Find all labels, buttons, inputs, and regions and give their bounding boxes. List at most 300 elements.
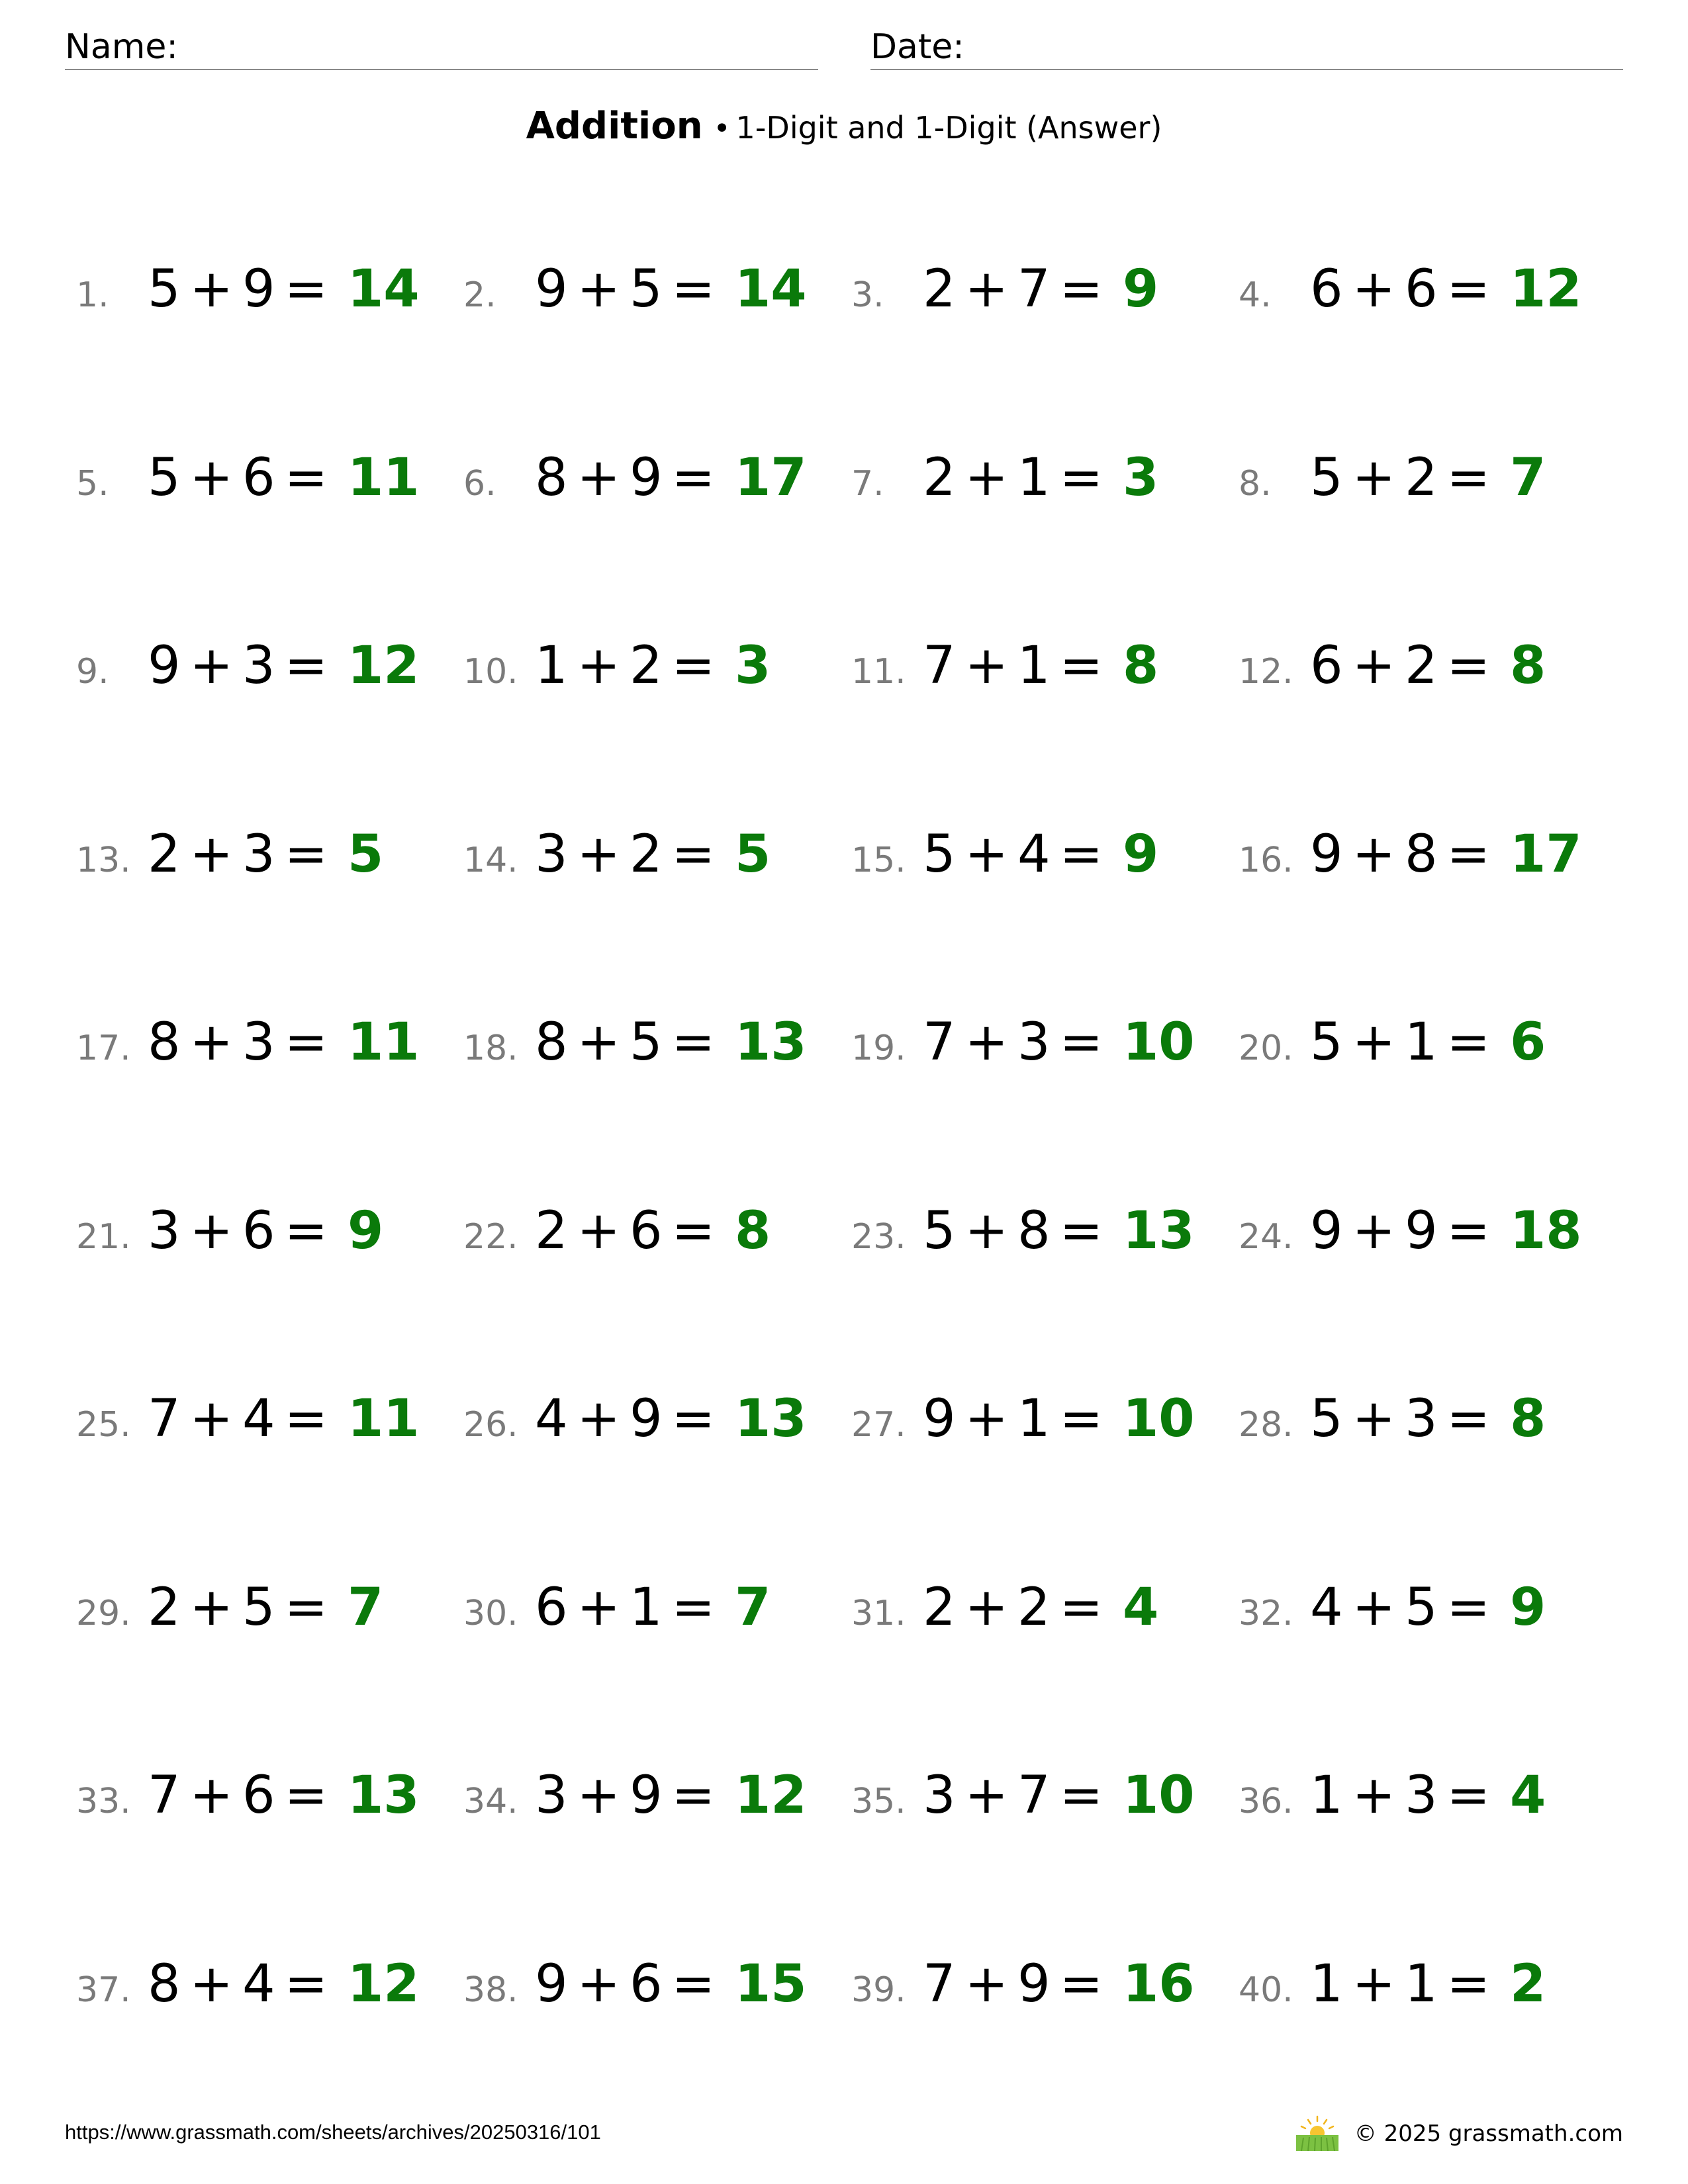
addend-b: 1 xyxy=(630,1577,663,1637)
equals-sign: = xyxy=(284,1201,328,1261)
equals-sign: = xyxy=(671,1201,715,1261)
problem-item xyxy=(851,1954,1195,2021)
plus-sign: + xyxy=(1352,1201,1395,1261)
addend-a: 5 xyxy=(1310,1013,1343,1072)
addend-b: 3 xyxy=(242,1013,275,1072)
addend-b: 7 xyxy=(1017,259,1051,319)
problem-number: 13. xyxy=(76,840,131,880)
plus-sign: + xyxy=(1352,1389,1395,1449)
addend-a: 4 xyxy=(1310,1577,1343,1637)
answer: 9 xyxy=(1510,1577,1546,1637)
plus-sign: + xyxy=(1352,259,1395,319)
answer: 18 xyxy=(1510,1201,1582,1261)
problem-number: 19. xyxy=(851,1028,906,1068)
problem-expression xyxy=(1310,1013,1499,1072)
addend-b: 6 xyxy=(242,1201,275,1261)
problem-item xyxy=(1239,1766,1546,1832)
problem-item xyxy=(851,1766,1195,1832)
problem-number: 7. xyxy=(851,463,884,504)
answer: 16 xyxy=(1123,1954,1195,2014)
equals-sign: = xyxy=(1446,636,1490,696)
equals-sign: = xyxy=(1446,259,1490,319)
addend-b: 1 xyxy=(1017,1389,1051,1449)
problem-expression xyxy=(1310,1201,1499,1261)
problem-expression xyxy=(923,1766,1112,1825)
problem-item xyxy=(1239,448,1546,514)
equals-sign: = xyxy=(284,1013,328,1072)
plus-sign: + xyxy=(189,1013,233,1072)
addend-b: 6 xyxy=(630,1954,663,2014)
addend-b: 3 xyxy=(242,636,275,696)
problem-item xyxy=(463,636,771,702)
problem-number: 10. xyxy=(463,652,518,692)
plus-sign: + xyxy=(964,824,1008,884)
addend-a: 5 xyxy=(1310,447,1343,508)
addend-a: 6 xyxy=(535,1577,568,1637)
addend-b: 5 xyxy=(1405,1577,1438,1637)
plus-sign: + xyxy=(189,636,233,696)
addend-a: 8 xyxy=(148,1013,181,1072)
equals-sign: = xyxy=(1059,1577,1103,1637)
answer: 12 xyxy=(735,1766,807,1825)
problem-item xyxy=(76,259,420,326)
problem-number: 9. xyxy=(76,652,109,692)
answer: 8 xyxy=(1510,636,1546,696)
addend-b: 4 xyxy=(242,1954,275,2014)
problem-item xyxy=(1239,1954,1546,2021)
problem-item xyxy=(76,1766,420,1832)
addend-b: 9 xyxy=(1405,1201,1438,1261)
plus-sign: + xyxy=(964,447,1008,508)
problem-item xyxy=(463,825,771,891)
plus-sign: + xyxy=(1352,636,1395,696)
problem-number: 8. xyxy=(1239,463,1272,504)
problem-number: 5. xyxy=(76,463,109,504)
problem-expression xyxy=(148,825,337,884)
problem-number: 32. xyxy=(1239,1593,1293,1633)
problem-expression xyxy=(923,1578,1112,1637)
addend-b: 4 xyxy=(242,1389,275,1449)
problem-expression xyxy=(923,1389,1112,1449)
footer-brand xyxy=(1293,2115,1623,2152)
addend-a: 7 xyxy=(923,1954,956,2014)
addend-b: 1 xyxy=(1017,447,1051,508)
answer: 17 xyxy=(1510,824,1582,884)
problem-number: 37. xyxy=(76,1970,131,2010)
problem-item xyxy=(1239,1201,1582,1267)
addend-a: 1 xyxy=(1310,1954,1343,2014)
addend-b: 6 xyxy=(242,447,275,508)
answer: 5 xyxy=(735,824,771,884)
answer: 17 xyxy=(735,447,807,508)
addend-a: 3 xyxy=(535,1766,568,1825)
problem-expression xyxy=(148,1766,337,1825)
answer: 12 xyxy=(1510,259,1582,319)
answer: 14 xyxy=(735,259,807,319)
equals-sign: = xyxy=(671,259,715,319)
plus-sign: + xyxy=(577,1577,620,1637)
addend-a: 4 xyxy=(535,1389,568,1449)
equals-sign: = xyxy=(284,1766,328,1825)
problem-expression xyxy=(148,1389,337,1449)
plus-sign: + xyxy=(577,636,620,696)
problem-item xyxy=(851,1389,1195,1455)
addend-a: 6 xyxy=(1310,636,1343,696)
answer: 9 xyxy=(348,1201,384,1261)
equals-sign: = xyxy=(671,1954,715,2014)
answer: 8 xyxy=(1123,636,1159,696)
equals-sign: = xyxy=(1059,1013,1103,1072)
plus-sign: + xyxy=(964,636,1008,696)
problem-expression xyxy=(1310,1766,1499,1825)
problem-item xyxy=(76,448,420,514)
answer: 10 xyxy=(1123,1013,1195,1072)
problem-expression xyxy=(1310,1578,1499,1637)
addend-a: 5 xyxy=(148,259,181,319)
plus-sign: + xyxy=(577,1766,620,1825)
plus-sign: + xyxy=(577,824,620,884)
problem-expression xyxy=(535,448,724,508)
addend-a: 9 xyxy=(923,1389,956,1449)
equals-sign: = xyxy=(1059,1201,1103,1261)
problem-number: 22. xyxy=(463,1216,518,1257)
problem-item xyxy=(851,825,1158,891)
problem-item xyxy=(76,636,420,702)
addend-b: 3 xyxy=(1017,1013,1051,1072)
addend-a: 7 xyxy=(148,1389,181,1449)
addend-a: 9 xyxy=(535,259,568,319)
equals-sign: = xyxy=(1446,1013,1490,1072)
answer: 5 xyxy=(348,824,384,884)
problem-number: 4. xyxy=(1239,275,1272,315)
answer: 13 xyxy=(735,1013,807,1072)
plus-sign: + xyxy=(577,447,620,508)
problem-item xyxy=(463,1201,771,1267)
problem-expression xyxy=(923,259,1112,319)
equals-sign: = xyxy=(284,824,328,884)
problem-number: 11. xyxy=(851,652,906,692)
plus-sign: + xyxy=(964,1389,1008,1449)
equals-sign: = xyxy=(671,1577,715,1637)
equals-sign: = xyxy=(671,1766,715,1825)
problem-expression xyxy=(923,636,1112,696)
equals-sign: = xyxy=(1059,259,1103,319)
answer: 12 xyxy=(348,1954,420,2014)
footer-url: https://www.grassmath.com/sheets/archives/20250316/101 xyxy=(65,2120,601,2144)
grass-sun-logo-icon xyxy=(1293,2115,1341,2152)
title-main: Addition xyxy=(526,105,703,148)
addend-b: 2 xyxy=(1405,447,1438,508)
addend-a: 8 xyxy=(148,1954,181,2014)
addend-b: 9 xyxy=(630,1766,663,1825)
problem-number: 18. xyxy=(463,1028,518,1068)
problem-item xyxy=(1239,1013,1546,1079)
equals-sign: = xyxy=(1446,824,1490,884)
problem-number: 27. xyxy=(851,1405,906,1445)
addend-a: 6 xyxy=(1310,259,1343,319)
equals-sign: = xyxy=(1059,1389,1103,1449)
answer: 3 xyxy=(735,636,771,696)
plus-sign: + xyxy=(189,1954,233,2014)
problem-number: 3. xyxy=(851,275,884,315)
problem-number: 16. xyxy=(1239,840,1293,880)
addend-a: 3 xyxy=(923,1766,956,1825)
problem-item xyxy=(1239,1389,1546,1455)
problem-item xyxy=(76,1389,420,1455)
problem-expression xyxy=(148,448,337,508)
plus-sign: + xyxy=(577,1013,620,1072)
addend-a: 3 xyxy=(148,1201,181,1261)
problem-number: 2. xyxy=(463,275,496,315)
plus-sign: + xyxy=(964,1766,1008,1825)
plus-sign: + xyxy=(1352,1766,1395,1825)
problem-item xyxy=(463,1013,807,1079)
answer: 11 xyxy=(348,1389,420,1449)
addend-b: 9 xyxy=(630,447,663,508)
answer: 4 xyxy=(1123,1577,1159,1637)
problem-expression xyxy=(535,1389,724,1449)
problem-item xyxy=(76,1013,420,1079)
problem-expression xyxy=(1310,636,1499,696)
problem-expression xyxy=(1310,448,1499,508)
problem-expression xyxy=(148,1013,337,1072)
problem-number: 20. xyxy=(1239,1028,1293,1068)
problem-number: 24. xyxy=(1239,1216,1293,1257)
equals-sign: = xyxy=(1446,1577,1490,1637)
plus-sign: + xyxy=(189,1577,233,1637)
equals-sign: = xyxy=(671,447,715,508)
addend-b: 2 xyxy=(1405,636,1438,696)
addend-a: 2 xyxy=(923,1577,956,1637)
addend-b: 2 xyxy=(630,824,663,884)
answer: 13 xyxy=(348,1766,420,1825)
problem-number: 28. xyxy=(1239,1405,1293,1445)
equals-sign: = xyxy=(1059,1766,1103,1825)
addend-b: 9 xyxy=(630,1389,663,1449)
problem-number: 23. xyxy=(851,1216,906,1257)
problem-number: 40. xyxy=(1239,1970,1293,2010)
plus-sign: + xyxy=(189,824,233,884)
addend-a: 2 xyxy=(535,1201,568,1261)
equals-sign: = xyxy=(284,636,328,696)
addend-a: 9 xyxy=(1310,824,1343,884)
problem-expression xyxy=(535,1578,724,1637)
answer: 12 xyxy=(348,636,420,696)
problem-number: 30. xyxy=(463,1593,518,1633)
equals-sign: = xyxy=(671,636,715,696)
problem-number: 36. xyxy=(1239,1782,1293,1821)
problem-expression xyxy=(1310,259,1499,319)
addend-b: 1 xyxy=(1405,1013,1438,1072)
problem-number: 35. xyxy=(851,1782,906,1821)
title-subtitle: 1-Digit and 1-Digit (Answer) xyxy=(735,110,1162,146)
answer: 7 xyxy=(735,1577,771,1637)
problem-expression xyxy=(148,259,337,319)
answer: 4 xyxy=(1510,1766,1546,1825)
answer: 8 xyxy=(1510,1389,1546,1449)
addend-a: 1 xyxy=(1310,1766,1343,1825)
problem-number: 26. xyxy=(463,1405,518,1445)
addend-b: 2 xyxy=(630,636,663,696)
addend-a: 5 xyxy=(1310,1389,1343,1449)
problem-expression xyxy=(148,1201,337,1261)
answer: 6 xyxy=(1510,1013,1546,1072)
problem-expression xyxy=(535,259,724,319)
equals-sign: = xyxy=(1446,1954,1490,2014)
plus-sign: + xyxy=(1352,447,1395,508)
problem-item xyxy=(851,448,1158,514)
plus-sign: + xyxy=(577,1201,620,1261)
problem-expression xyxy=(923,1013,1112,1072)
addend-b: 9 xyxy=(1017,1954,1051,2014)
problem-expression xyxy=(535,1013,724,1072)
addend-a: 3 xyxy=(535,824,568,884)
plus-sign: + xyxy=(577,1389,620,1449)
equals-sign: = xyxy=(1059,636,1103,696)
addend-b: 6 xyxy=(630,1201,663,1261)
problem-expression xyxy=(923,1201,1112,1261)
problem-item xyxy=(463,259,807,326)
addend-b: 3 xyxy=(1405,1766,1438,1825)
addend-b: 5 xyxy=(630,259,663,319)
equals-sign: = xyxy=(284,1954,328,2014)
problem-expression xyxy=(1310,1954,1499,2014)
addend-a: 8 xyxy=(535,447,568,508)
addend-b: 8 xyxy=(1405,824,1438,884)
problem-item xyxy=(851,636,1158,702)
equals-sign: = xyxy=(284,1389,328,1449)
plus-sign: + xyxy=(577,259,620,319)
plus-sign: + xyxy=(189,1766,233,1825)
answer: 13 xyxy=(1123,1201,1195,1261)
plus-sign: + xyxy=(1352,1954,1395,2014)
addend-a: 9 xyxy=(148,636,181,696)
problem-expression xyxy=(535,825,724,884)
plus-sign: + xyxy=(1352,1577,1395,1637)
problem-number: 1. xyxy=(76,275,109,315)
problem-item xyxy=(851,1201,1195,1267)
answer: 9 xyxy=(1123,259,1159,319)
problem-item xyxy=(463,1766,807,1832)
problem-number: 39. xyxy=(851,1970,906,2010)
equals-sign: = xyxy=(284,1577,328,1637)
addend-a: 9 xyxy=(1310,1201,1343,1261)
equals-sign: = xyxy=(671,1389,715,1449)
title-separator: • xyxy=(713,112,731,146)
copyright-text: © 2025 grassmath.com xyxy=(1354,2120,1623,2147)
answer: 15 xyxy=(735,1954,807,2014)
answer: 13 xyxy=(735,1389,807,1449)
equals-sign: = xyxy=(1446,447,1490,508)
addend-a: 1 xyxy=(535,636,568,696)
answer: 9 xyxy=(1123,824,1159,884)
problem-item xyxy=(1239,636,1546,702)
answer: 3 xyxy=(1123,447,1159,508)
plus-sign: + xyxy=(964,1201,1008,1261)
answer: 11 xyxy=(348,447,420,508)
problem-item xyxy=(463,1578,771,1644)
answer: 10 xyxy=(1123,1389,1195,1449)
problem-number: 17. xyxy=(76,1028,131,1068)
addend-a: 5 xyxy=(923,824,956,884)
problem-number: 29. xyxy=(76,1593,131,1633)
problem-number: 33. xyxy=(76,1782,131,1821)
addend-a: 2 xyxy=(148,824,181,884)
problem-expression xyxy=(148,1578,337,1637)
addend-b: 7 xyxy=(1017,1766,1051,1825)
addend-b: 6 xyxy=(1405,259,1438,319)
problem-item xyxy=(76,1578,383,1644)
addend-a: 2 xyxy=(923,259,956,319)
equals-sign: = xyxy=(1446,1766,1490,1825)
addend-b: 8 xyxy=(1017,1201,1051,1261)
problem-expression xyxy=(1310,1389,1499,1449)
problem-item xyxy=(1239,1578,1546,1644)
addend-a: 2 xyxy=(148,1577,181,1637)
plus-sign: + xyxy=(189,1389,233,1449)
addend-b: 3 xyxy=(1405,1389,1438,1449)
problem-item xyxy=(76,825,383,891)
problem-expression xyxy=(148,1954,337,2014)
problem-number: 21. xyxy=(76,1216,131,1257)
addend-b: 1 xyxy=(1405,1954,1438,2014)
addend-b: 5 xyxy=(242,1577,275,1637)
addend-b: 5 xyxy=(630,1013,663,1072)
plus-sign: + xyxy=(189,447,233,508)
problem-item xyxy=(1239,825,1582,891)
problem-item xyxy=(851,1013,1195,1079)
problem-item xyxy=(1239,259,1582,326)
date-label: Date: xyxy=(870,27,964,67)
addend-b: 4 xyxy=(1017,824,1051,884)
plus-sign: + xyxy=(577,1954,620,2014)
addend-a: 7 xyxy=(923,636,956,696)
answer: 10 xyxy=(1123,1766,1195,1825)
plus-sign: + xyxy=(964,1577,1008,1637)
problem-number: 15. xyxy=(851,840,906,880)
equals-sign: = xyxy=(1446,1389,1490,1449)
answer: 11 xyxy=(348,1013,420,1072)
equals-sign: = xyxy=(1446,1201,1490,1261)
plus-sign: + xyxy=(189,259,233,319)
problem-expression xyxy=(923,448,1112,508)
addend-b: 2 xyxy=(1017,1577,1051,1637)
addend-a: 2 xyxy=(923,447,956,508)
addend-a: 9 xyxy=(535,1954,568,2014)
problem-item xyxy=(851,259,1158,326)
problem-number: 6. xyxy=(463,463,496,504)
problem-expression xyxy=(535,1766,724,1825)
answer: 2 xyxy=(1510,1954,1546,2014)
plus-sign: + xyxy=(1352,1013,1395,1072)
equals-sign: = xyxy=(284,447,328,508)
answer: 8 xyxy=(735,1201,771,1261)
plus-sign: + xyxy=(964,1954,1008,2014)
addend-b: 1 xyxy=(1017,636,1051,696)
problem-number: 14. xyxy=(463,840,518,880)
addend-a: 5 xyxy=(148,447,181,508)
plus-sign: + xyxy=(964,259,1008,319)
problem-number: 12. xyxy=(1239,652,1293,692)
equals-sign: = xyxy=(671,1013,715,1072)
addend-a: 8 xyxy=(535,1013,568,1072)
problem-item xyxy=(76,1954,420,2021)
answer: 14 xyxy=(348,259,420,319)
problem-number: 34. xyxy=(463,1782,518,1821)
addend-a: 7 xyxy=(923,1013,956,1072)
answer: 7 xyxy=(1510,447,1546,508)
problem-expression xyxy=(535,1201,724,1261)
